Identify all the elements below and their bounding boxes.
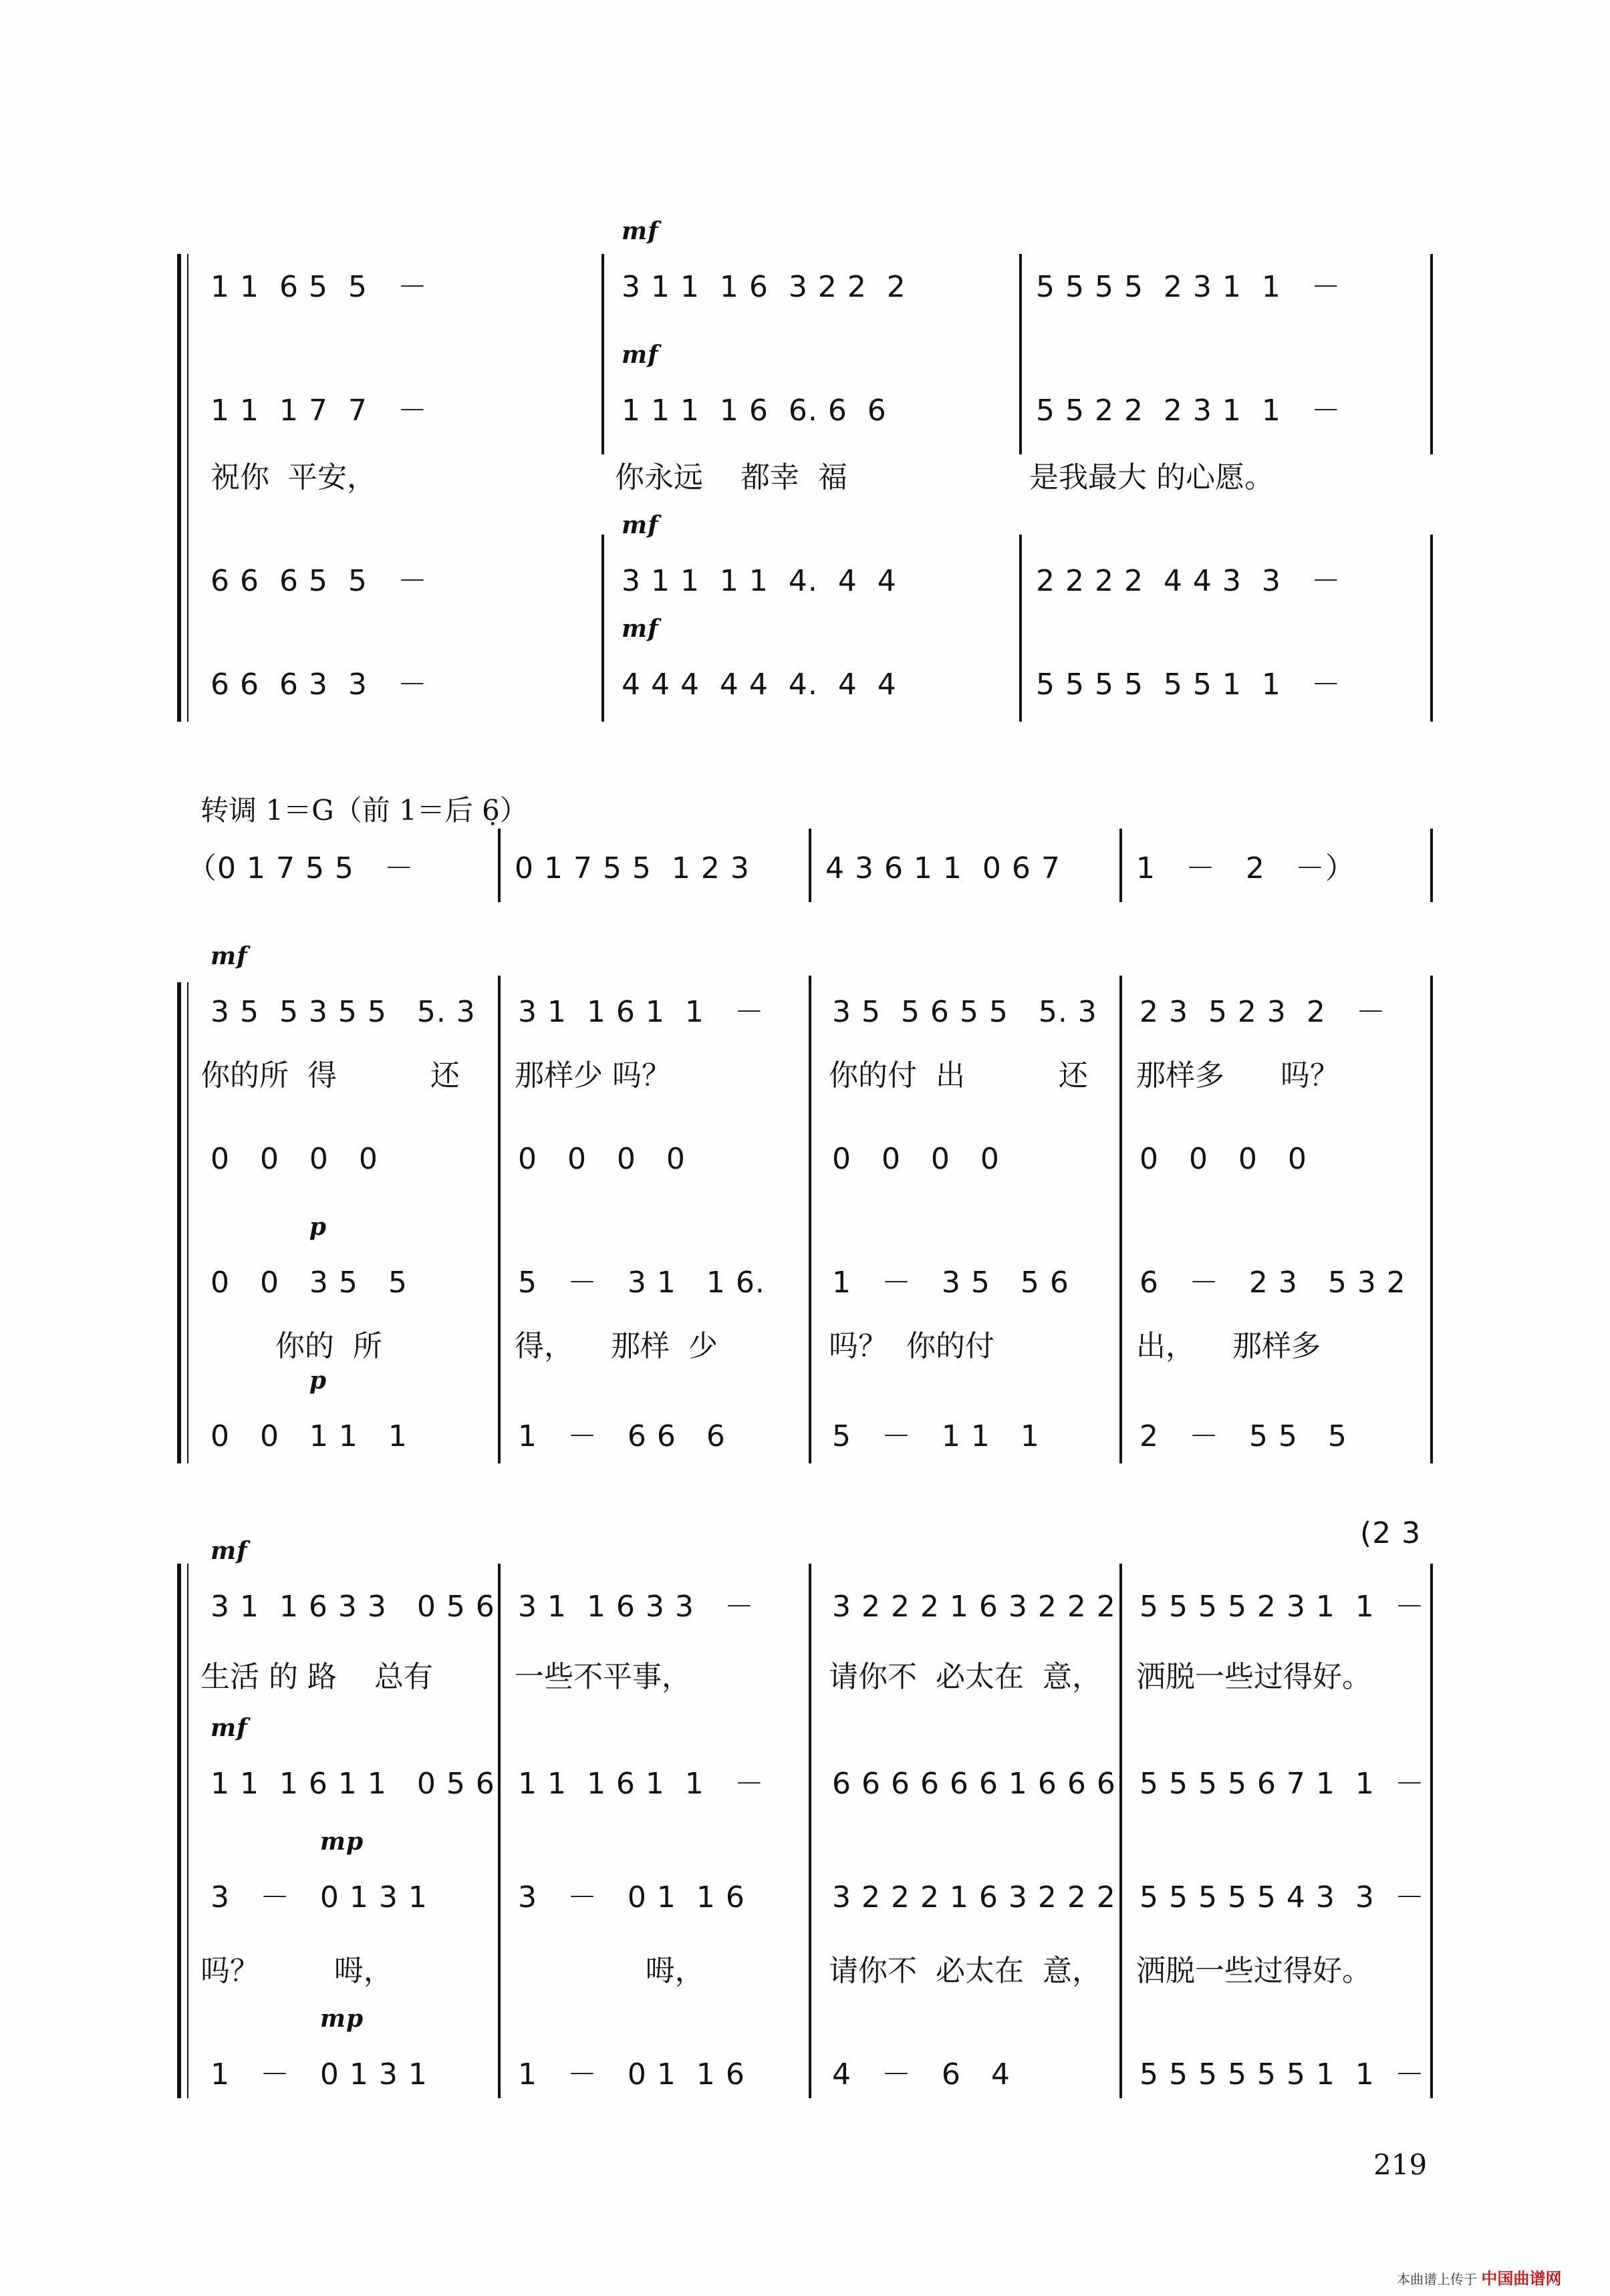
measure xyxy=(211,1828,428,1938)
dynamic-marking: mp xyxy=(319,1828,364,1856)
note-group: 3 － xyxy=(211,1880,320,1914)
measure: 2 3 5 2 3 2 － xyxy=(1139,995,1386,1029)
note-group: p 3 5 5 xyxy=(309,1213,408,1300)
note-group: mf 1 1 1 1 6 6. 6 6 xyxy=(622,341,887,428)
page-number: 219 xyxy=(1373,2148,1428,2181)
dynamic-marking: mf xyxy=(211,1714,248,1742)
lyric-line: 那样少 吗？ xyxy=(515,1058,671,1093)
note-group: mf 1 1 1 6 1 1 0 5 6 xyxy=(211,1714,495,1801)
dynamic-marking: mf xyxy=(622,341,659,369)
measure xyxy=(622,341,887,451)
measure: 5 5 5 5 5 5 1 1 － xyxy=(1036,668,1341,702)
dynamic-marking: mf xyxy=(211,1537,248,1565)
lyric-line: 吗？ 你的付 xyxy=(829,1329,994,1363)
pickup-notes: (2 3 xyxy=(1360,1516,1422,1550)
voice-row xyxy=(0,511,1610,621)
note-group: mf 3 5 5 3 5 5 5. 3 xyxy=(211,942,476,1029)
measure: 0 0 0 0 xyxy=(832,1142,1000,1176)
modulation-label: 转调 1＝G（前 1＝后 6̣） xyxy=(200,794,528,827)
lyric-line: 呣， xyxy=(515,1954,704,1988)
voice-row xyxy=(0,615,1610,725)
dynamic-marking: mf xyxy=(622,511,659,539)
measure: 5 5 5 5 2 3 1 1 － xyxy=(1139,1590,1425,1624)
measure: 5 － 3 1 1 6. xyxy=(518,1266,765,1300)
system-bracket xyxy=(177,982,181,1463)
voice-row xyxy=(0,341,1610,451)
note-group: mf 4 4 4 4 4 4. 4 4 xyxy=(622,615,897,702)
measure: 0 0 0 0 xyxy=(518,1142,686,1176)
lyric-line: 祝你 平安， xyxy=(211,460,376,494)
measure xyxy=(211,2005,428,2115)
measure: 3 － 0 1 1 6 xyxy=(518,1880,745,1914)
measure: 5 5 5 5 5 4 3 3 － xyxy=(1139,1880,1425,1914)
measure: 0 0 0 0 xyxy=(1139,1142,1307,1176)
measure: 5 5 5 5 6 7 1 1 － xyxy=(1139,1767,1425,1801)
measure: （0 1 7 5 5 － xyxy=(187,851,414,885)
dynamic-marking: mp xyxy=(319,2005,364,2033)
dynamic-marking: mf xyxy=(622,615,659,643)
dynamic-marking: p xyxy=(309,1213,327,1241)
note-group: mf 3 1 1 1 1 4. 4 4 xyxy=(622,511,897,598)
voice-row xyxy=(0,1119,1610,1199)
measure: 2 － 5 5 5 xyxy=(1139,1419,1347,1453)
measure: 1 － 6 6 6 xyxy=(518,1419,726,1453)
measure: 0 0 0 0 xyxy=(211,1142,378,1176)
measure: 6 6 6 6 6 6 1 6 6 6 xyxy=(832,1767,1116,1801)
measure: 5 5 5 5 5 5 1 1 － xyxy=(1139,2057,1425,2092)
measure: 5 5 2 2 2 3 1 1 － xyxy=(1036,394,1341,428)
lyric-line: 得， 那样 少 xyxy=(515,1329,718,1363)
voice-row xyxy=(0,1213,1610,1323)
measure: 6 6 6 3 3 － xyxy=(211,668,428,702)
watermark-text: 本曲谱上传于 xyxy=(1397,2271,1477,2287)
measure xyxy=(211,1537,495,1647)
voice-row xyxy=(0,1367,1610,1477)
measure: 5 － 1 1 1 xyxy=(832,1419,1040,1453)
intro-row xyxy=(0,829,1610,909)
dynamic-marking: p xyxy=(309,1367,327,1395)
measure: 6 － 2 3 5 3 2 xyxy=(1139,1266,1406,1300)
voice-row xyxy=(0,942,1610,1052)
lyric-line: 请你不 必太在 意， xyxy=(829,1954,1101,1988)
lyric-line: 那样多 吗？ xyxy=(1136,1058,1339,1093)
measure xyxy=(622,217,906,327)
lyric-line: 你永远 都幸 福 xyxy=(615,460,847,494)
upload-watermark xyxy=(1397,2265,1561,2289)
note-group: 0 0 xyxy=(211,1266,309,1300)
note-group: mp 0 1 3 1 xyxy=(319,2005,428,2092)
dynamic-marking: mf xyxy=(622,217,659,245)
watermark-brand: 中国曲谱网 xyxy=(1481,2269,1562,2288)
voice-row xyxy=(0,1537,1610,1647)
lyric-line: 是我最大 的心愿。 xyxy=(1029,460,1274,494)
measure: 3 2 2 2 1 6 3 2 2 2 xyxy=(832,1880,1116,1914)
lyric-line: 请你不 必太在 意， xyxy=(829,1660,1101,1694)
measure xyxy=(211,942,476,1052)
lyric-line: 你的所 得 还 xyxy=(200,1058,460,1093)
measure: 6 6 6 5 5 － xyxy=(211,564,428,598)
lyric-line: 洒脱一些过得好。 xyxy=(1136,1954,1371,1988)
lyric-line: 一些不平事， xyxy=(515,1660,691,1694)
system-bracket-inner xyxy=(187,982,188,1463)
measure: 0 1 7 5 5 1 2 3 xyxy=(515,851,750,885)
measure: 5 5 5 5 2 3 1 1 － xyxy=(1036,270,1341,304)
lyric-line: 你的 所 xyxy=(200,1329,382,1363)
note-group: 0 0 xyxy=(211,1419,309,1453)
measure xyxy=(622,511,897,621)
voice-row xyxy=(0,2005,1610,2115)
measure: 1 1 1 7 7 － xyxy=(211,394,428,428)
lyric-line: 你的付 出 还 xyxy=(829,1058,1088,1093)
measure: 2 2 2 2 4 4 3 3 － xyxy=(1036,564,1341,598)
measure: 4 － 6 4 xyxy=(832,2057,1011,2092)
lyric-line: 洒脱一些过得好。 xyxy=(1136,1660,1371,1694)
measure: 1 － 2 －） xyxy=(1136,851,1355,885)
measure xyxy=(211,1714,495,1824)
measure xyxy=(211,1213,408,1323)
voice-row xyxy=(0,217,1610,327)
lyric-line: 出， 那样多 xyxy=(1136,1329,1321,1363)
measure: 1 1 1 6 1 1 － xyxy=(518,1767,765,1801)
note-group: mf 3 1 1 1 6 3 2 2 2 xyxy=(622,217,906,304)
note-group: p 1 1 1 xyxy=(309,1367,408,1453)
note-group: mf 3 1 1 6 3 3 0 5 6 xyxy=(211,1537,495,1624)
measure: 3 5 5 6 5 5 5. 3 xyxy=(832,995,1097,1029)
lyric-line: 吗？ 呣， xyxy=(200,1954,393,1988)
measure xyxy=(622,615,897,725)
voice-row xyxy=(0,1714,1610,1824)
measure: 3 1 1 6 1 1 － xyxy=(518,995,765,1029)
note-group: mp 0 1 3 1 xyxy=(319,1828,428,1914)
measure: 4 3 6 1 1 0 6 7 xyxy=(825,851,1061,885)
measure xyxy=(211,1367,408,1477)
measure: 1 － 3 5 5 6 xyxy=(832,1266,1069,1300)
measure: 1 － 0 1 1 6 xyxy=(518,2057,745,2092)
note-group: 1 － xyxy=(211,2057,320,2092)
measure: 3 2 2 2 1 6 3 2 2 2 xyxy=(832,1590,1116,1624)
measure: 1 1 6 5 5 － xyxy=(211,270,428,304)
dynamic-marking: mf xyxy=(211,942,248,970)
lyric-line: 生活 的 路 总有 xyxy=(200,1660,433,1694)
measure: 3 1 1 6 3 3 － xyxy=(518,1590,755,1624)
voice-row xyxy=(0,1828,1610,1938)
